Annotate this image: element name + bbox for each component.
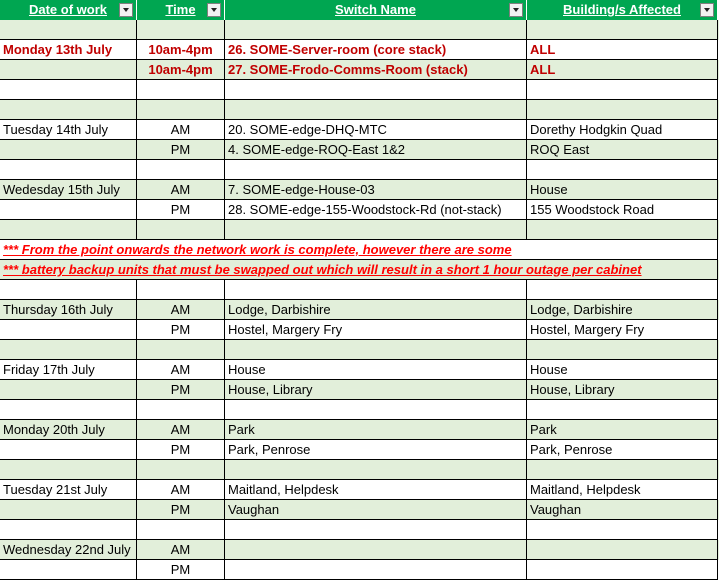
date-cell[interactable]	[0, 400, 137, 420]
table-row	[0, 560, 719, 580]
time-cell[interactable]	[137, 400, 225, 420]
buildings-cell[interactable]: ALL	[527, 60, 718, 80]
date-cell[interactable]: Tuesday 21st July	[0, 480, 137, 500]
time-cell[interactable]: 10am-4pm	[137, 40, 225, 60]
date-cell[interactable]	[0, 220, 137, 240]
time-cell[interactable]: PM	[137, 200, 225, 220]
time-cell[interactable]: AM	[137, 120, 225, 140]
table-row	[0, 360, 719, 380]
switch-name-cell[interactable]	[225, 400, 527, 420]
table-row	[0, 540, 719, 560]
time-cell[interactable]: AM	[137, 420, 225, 440]
buildings-cell[interactable]: House	[527, 180, 718, 200]
table-row	[0, 220, 719, 240]
table-row	[0, 60, 719, 80]
switch-name-cell[interactable]: Park, Penrose	[225, 440, 527, 460]
header-switch-label: Switch Name	[335, 2, 416, 17]
table-row	[0, 440, 719, 460]
filter-dropdown-icon[interactable]	[119, 3, 133, 17]
buildings-cell[interactable]	[527, 80, 718, 100]
date-cell[interactable]	[0, 160, 137, 180]
switch-name-cell[interactable]	[225, 280, 527, 300]
date-cell[interactable]: Wedesday 15th July	[0, 180, 137, 200]
buildings-cell[interactable]: Vaughan	[527, 500, 718, 520]
time-cell[interactable]: PM	[137, 320, 225, 340]
time-cell[interactable]: AM	[137, 180, 225, 200]
time-cell[interactable]	[137, 20, 225, 40]
filter-dropdown-icon[interactable]	[700, 3, 714, 17]
date-cell[interactable]: Thursday 16th July	[0, 300, 137, 320]
table-row	[0, 380, 719, 400]
buildings-cell[interactable]	[527, 460, 718, 480]
table-row	[0, 340, 719, 360]
time-cell[interactable]	[137, 160, 225, 180]
switch-name-cell[interactable]: Park	[225, 420, 527, 440]
switch-name-cell[interactable]	[225, 80, 527, 100]
filter-dropdown-icon[interactable]	[207, 3, 221, 17]
table-row	[0, 20, 719, 40]
buildings-cell[interactable]	[527, 520, 718, 540]
switch-name-cell[interactable]	[225, 460, 527, 480]
switch-name-cell[interactable]	[225, 560, 527, 580]
table-row	[0, 400, 719, 420]
table-row	[0, 520, 719, 540]
header-time-label: Time	[165, 2, 196, 17]
switch-name-cell[interactable]	[225, 520, 527, 540]
table-row	[0, 200, 719, 220]
switch-name-cell[interactable]: 20. SOME-edge-DHQ-MTC	[225, 120, 527, 140]
time-cell[interactable]: 10am-4pm	[137, 60, 225, 80]
buildings-cell[interactable]: ROQ East	[527, 140, 718, 160]
date-cell[interactable]	[0, 340, 137, 360]
switch-name-cell[interactable]: Lodge, Darbishire	[225, 300, 527, 320]
switch-name-cell[interactable]	[225, 220, 527, 240]
date-cell[interactable]	[0, 440, 137, 460]
buildings-cell[interactable]	[527, 220, 718, 240]
date-cell[interactable]	[0, 80, 137, 100]
table-row	[0, 180, 719, 200]
time-cell[interactable]	[137, 280, 225, 300]
table-row	[0, 40, 719, 60]
time-cell[interactable]: PM	[137, 500, 225, 520]
buildings-cell[interactable]: 155 Woodstock Road	[527, 200, 718, 220]
header-date-of-work[interactable]	[0, 0, 137, 20]
time-cell[interactable]: PM	[137, 380, 225, 400]
table-row	[0, 320, 719, 340]
note-cell[interactable]: *** From the point onwards the network work is complete, however there are some	[0, 240, 718, 260]
switch-name-cell[interactable]: House, Library	[225, 380, 527, 400]
buildings-cell[interactable]: ALL	[527, 40, 718, 60]
date-cell[interactable]	[0, 320, 137, 340]
time-cell[interactable]	[137, 460, 225, 480]
buildings-cell[interactable]	[527, 280, 718, 300]
switch-name-cell[interactable]: 7. SOME-edge-House-03	[225, 180, 527, 200]
switch-name-cell[interactable]	[225, 540, 527, 560]
time-cell[interactable]: PM	[137, 140, 225, 160]
switch-name-cell[interactable]: 26. SOME-Server-room (core stack)	[225, 40, 527, 60]
note-row	[0, 260, 719, 280]
buildings-cell[interactable]: Maitland, Helpdesk	[527, 480, 718, 500]
table-row	[0, 120, 719, 140]
buildings-cell[interactable]	[527, 100, 718, 120]
buildings-cell[interactable]: House, Library	[527, 380, 718, 400]
switch-name-cell[interactable]	[225, 160, 527, 180]
buildings-cell[interactable]	[527, 560, 718, 580]
switch-name-cell[interactable]	[225, 100, 527, 120]
time-cell[interactable]	[137, 100, 225, 120]
date-cell[interactable]	[0, 380, 137, 400]
header-buildings-affected[interactable]	[527, 0, 718, 20]
switch-name-cell[interactable]: Vaughan	[225, 500, 527, 520]
note-row	[0, 240, 719, 260]
buildings-cell[interactable]	[527, 160, 718, 180]
date-cell[interactable]: Monday 13th July	[0, 40, 137, 60]
buildings-cell[interactable]	[527, 540, 718, 560]
header-switch-name[interactable]	[225, 0, 527, 20]
switch-name-cell[interactable]	[225, 20, 527, 40]
buildings-cell[interactable]	[527, 340, 718, 360]
table-row	[0, 420, 719, 440]
table-row	[0, 80, 719, 100]
buildings-cell[interactable]	[527, 400, 718, 420]
buildings-cell[interactable]: Dorethy Hodgkin Quad	[527, 120, 718, 140]
note-cell[interactable]: *** battery backup units that must be swapped out which will result in a short 1 hour outage per cabinet	[0, 260, 718, 280]
table-row	[0, 480, 719, 500]
buildings-cell[interactable]: House	[527, 360, 718, 380]
table-row	[0, 140, 719, 160]
buildings-cell[interactable]: Park, Penrose	[527, 440, 718, 460]
filter-dropdown-icon[interactable]	[509, 3, 523, 17]
date-cell[interactable]	[0, 140, 137, 160]
date-cell[interactable]	[0, 520, 137, 540]
header-date-label: Date of work	[28, 2, 107, 17]
table-row	[0, 460, 719, 480]
date-cell[interactable]: Wednesday 22nd July	[0, 540, 137, 560]
date-cell[interactable]	[0, 200, 137, 220]
table-row	[0, 160, 719, 180]
switch-name-cell[interactable]: Maitland, Helpdesk	[225, 480, 527, 500]
time-cell[interactable]	[137, 340, 225, 360]
switch-name-cell[interactable]: 27. SOME-Frodo-Comms-Room (stack)	[225, 60, 527, 80]
time-cell[interactable]: AM	[137, 480, 225, 500]
time-cell[interactable]: AM	[137, 300, 225, 320]
time-cell[interactable]	[137, 220, 225, 240]
date-cell[interactable]	[0, 20, 137, 40]
switch-name-cell[interactable]: 4. SOME-edge-ROQ-East 1&2	[225, 140, 527, 160]
buildings-cell[interactable]: Hostel, Margery Fry	[527, 320, 718, 340]
switch-name-cell[interactable]: House	[225, 360, 527, 380]
table-row	[0, 280, 719, 300]
table-row	[0, 300, 719, 320]
buildings-cell[interactable]: Lodge, Darbishire	[527, 300, 718, 320]
date-cell[interactable]	[0, 60, 137, 80]
date-cell[interactable]	[0, 100, 137, 120]
time-cell[interactable]: AM	[137, 540, 225, 560]
switch-name-cell[interactable]	[225, 340, 527, 360]
table-row	[0, 100, 719, 120]
time-cell[interactable]	[137, 520, 225, 540]
date-cell[interactable]: Monday 20th July	[0, 420, 137, 440]
date-cell[interactable]: Tuesday 14th July	[0, 120, 137, 140]
switch-name-cell[interactable]: 28. SOME-edge-155-Woodstock-Rd (not-stack)	[225, 200, 527, 220]
buildings-cell[interactable]: Park	[527, 420, 718, 440]
date-cell[interactable]	[0, 560, 137, 580]
time-cell[interactable]: PM	[137, 440, 225, 460]
date-cell[interactable]	[0, 280, 137, 300]
time-cell[interactable]: AM	[137, 360, 225, 380]
header-buildings-label: Building/s Affected	[563, 2, 681, 17]
time-cell[interactable]	[137, 80, 225, 100]
date-cell[interactable]	[0, 500, 137, 520]
table-row	[0, 500, 719, 520]
buildings-cell[interactable]	[527, 20, 718, 40]
header-time[interactable]	[137, 0, 225, 20]
date-cell[interactable]: Friday 17th July	[0, 360, 137, 380]
time-cell[interactable]: PM	[137, 560, 225, 580]
date-cell[interactable]	[0, 460, 137, 480]
switch-name-cell[interactable]: Hostel, Margery Fry	[225, 320, 527, 340]
